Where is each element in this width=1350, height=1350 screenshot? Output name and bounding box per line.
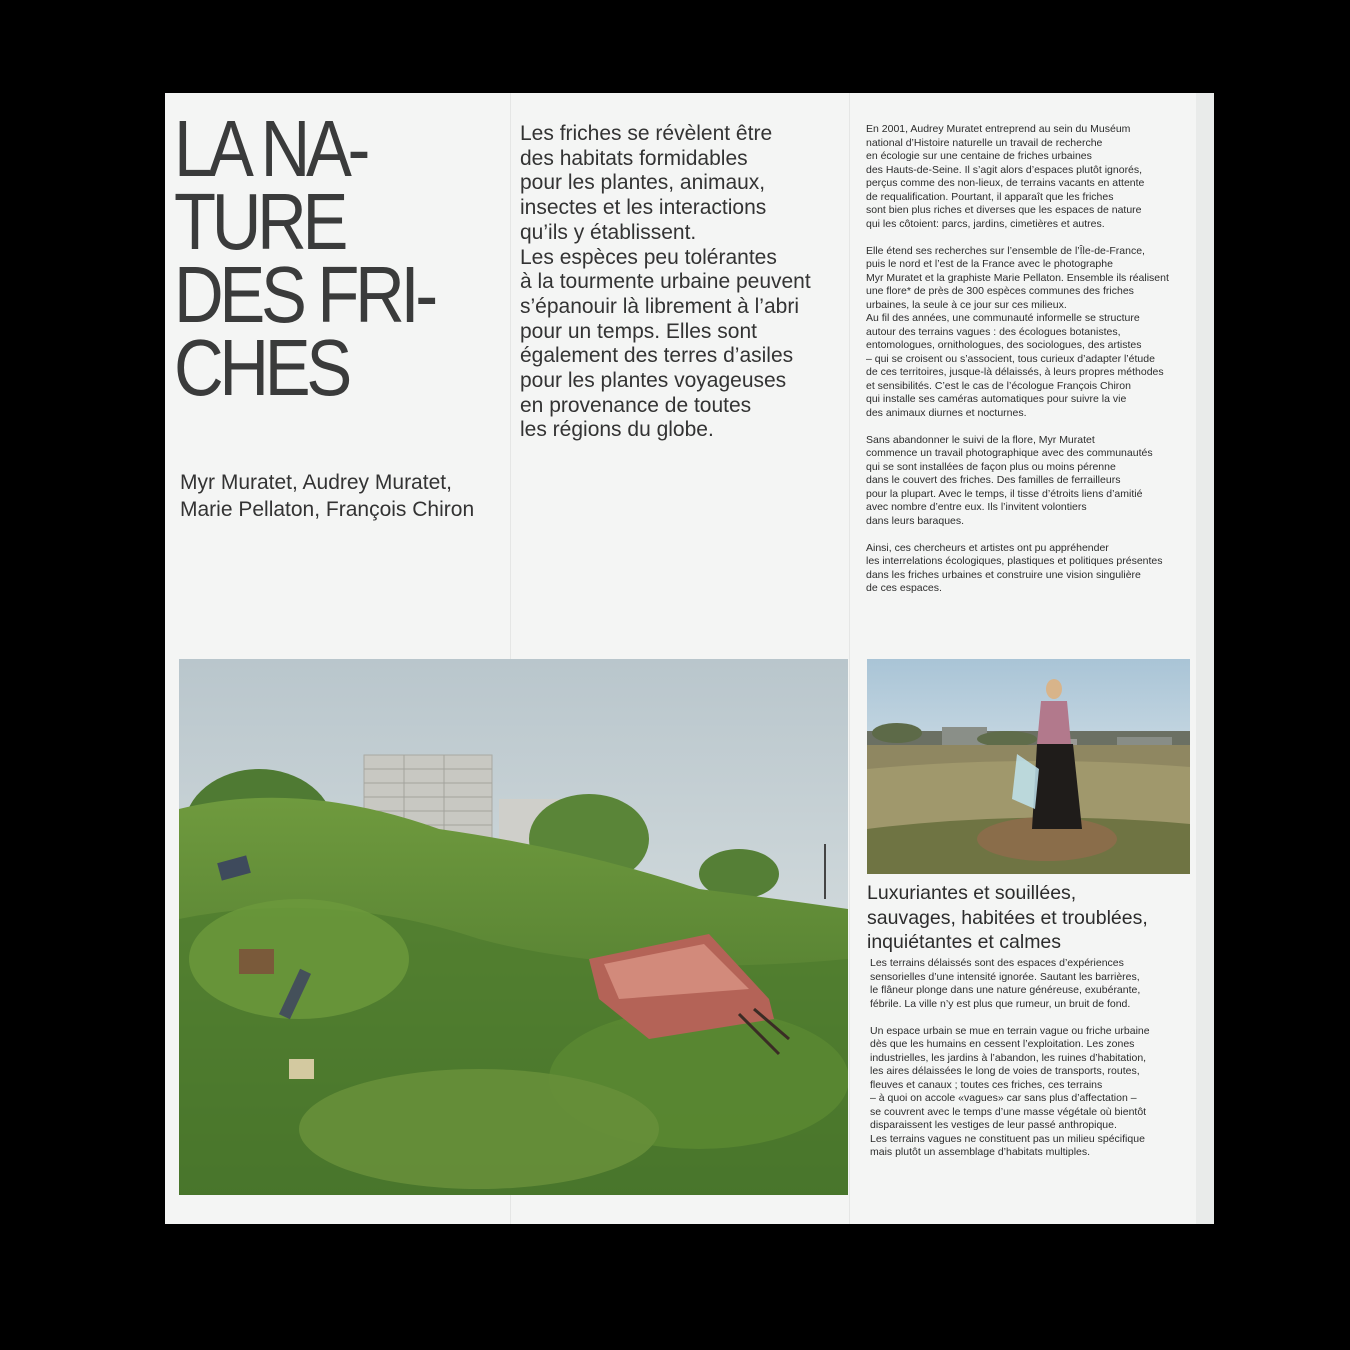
text-line: des Hauts-de-Seine. Il s’agit alors d’espaces plutôt ignorés, (866, 163, 1143, 176)
text-line: une flore* de près de 300 espèces communes des friches (866, 285, 1134, 297)
authors-line: Marie Pellaton, François Chiron (180, 498, 475, 521)
text-line: et sensibilités. C’est le cas de l’écologue François Chiron (866, 379, 1131, 392)
text-line: Au fil des années, une communauté informelle se structure (866, 312, 1140, 324)
lead-line: pour les plantes, animaux, (520, 171, 766, 195)
text-line: puis le nord et l’est de la France avec le photographe (866, 258, 1113, 270)
text-line: Sans abandonner le suivi de la flore, Myr Muratet (866, 433, 1095, 446)
field-portrait-photo-image (867, 659, 1190, 874)
subheading-line: sauvages, habitées et troublées, (867, 906, 1148, 929)
lead-line: en provenance de toutes (520, 393, 752, 417)
lead-line: qu’ils y établissent. (520, 220, 697, 244)
text-line: dans leurs baraques. (866, 514, 965, 527)
text-line: les aires délaissées le long de voies de transports, routes, (870, 1065, 1140, 1077)
authors (180, 469, 474, 523)
authors-line: Myr Muratet, Audrey Muratet, (180, 471, 452, 494)
section-subheading (867, 881, 1148, 955)
text-line: – qui se croisent ou s’associent, tous curieux d’adapter l’étude (866, 352, 1155, 365)
subheading-line: Luxuriantes et souillées, (867, 882, 1077, 904)
text-line: perçus comme des non-lieux, de terrains vacants en attente (866, 177, 1145, 189)
text-line: fleuves et canaux ; toutes ces friches, ces terrains (870, 1078, 1103, 1091)
text-line: en écologie sur une centaine de friches urbaines (866, 150, 1092, 162)
text-line: En 2001, Audrey Muratet entreprend au sein du Muséum (866, 123, 1131, 135)
lead-line: également des terres d’asiles (520, 344, 794, 368)
text-line: de ces territoires, jusque-là délaissés, à leurs propres méthodes (866, 366, 1164, 378)
text-line: dès que les humains en cessent l’exploitation. Les zones (870, 1038, 1135, 1050)
subheading-line: inquiétantes et calmes (867, 931, 1062, 953)
text-line: Ainsi, ces chercheurs et artistes ont pu appréhender (866, 541, 1109, 554)
text-line: – à quoi on accole «vagues» car sans plus d’affectation – (870, 1092, 1137, 1104)
text-line: avec nombre d’entre eux. Ils l’invitent volontiers (866, 501, 1087, 513)
text-line: urbaines, la seule à ce jour sur ces milieux. (866, 298, 1067, 311)
text-line: disparaissent les vestiges de leur passé anthropique. (870, 1119, 1117, 1131)
body-paragraph (870, 957, 1190, 1011)
text-line: Un espace urbain se mue en terrain vague ou friche urbaine (870, 1024, 1150, 1037)
lead-line: des habitats formidables (520, 146, 748, 170)
lead-line: pour un temps. Elles sont (520, 319, 757, 343)
intro-text (866, 123, 1196, 609)
lead-line: pour les plantes voyageuses (520, 369, 787, 393)
text-line: qui se sont installées de façon plus ou moins pérenne (866, 460, 1116, 473)
text-line: Les terrains délaissés sont des espaces d’expériences (870, 957, 1124, 969)
text-line: se couvrent avec le temps d’une masse végétale où bientôt (870, 1105, 1147, 1118)
text-line: Myr Muratet et la graphiste Marie Pellaton. Ensemble ils réalisent (866, 271, 1169, 284)
title-line: CHES (174, 323, 348, 412)
lead-line: Les espèces peu tolérantes (520, 245, 777, 269)
text-line: dans le couvert des friches. Des familles de ferrailleurs (866, 474, 1121, 486)
text-line: qui les côtoient: parcs, jardins, cimetières et autres. (866, 217, 1105, 230)
text-line: les interrelations écologiques, plastiques et politiques présentes (866, 555, 1163, 567)
text-line: de ces espaces. (866, 582, 942, 594)
lead-line: insectes et les interactions (520, 196, 767, 220)
intro-paragraph (866, 245, 1196, 421)
text-line: mais plutôt un assemblage d’habitats multiples. (870, 1146, 1091, 1158)
fold-line (849, 93, 850, 1224)
text-line: dans les friches urbaines et construire une vision singulière (866, 568, 1141, 581)
lead-line: s’épanouir là librement à l’abri (520, 294, 799, 318)
intro-paragraph (866, 542, 1196, 596)
body-paragraph (870, 1025, 1190, 1160)
title-line: DES FRI- (174, 250, 434, 339)
lead-paragraph (520, 122, 811, 443)
lead-line: les régions du globe. (520, 418, 714, 442)
text-line: pour la plupart. Avec le temps, il tisse d’étroits liens d’amitié (866, 487, 1143, 500)
text-line: sont bien plus riches et diverses que les espaces de nature (866, 204, 1142, 216)
text-line: le flâneur plonge dans une nature généreuse, exubérante, (870, 984, 1141, 996)
text-line: commence un travail photographique avec des communautés (866, 447, 1153, 459)
lead-line: à la tourmente urbaine peuvent (520, 270, 811, 294)
wasteland-photo-image (179, 659, 848, 1195)
intro-paragraph (866, 123, 1196, 231)
text-line: autour des terrains vagues : des écologues botanistes, (866, 325, 1121, 338)
text-line: Elle étend ses recherches sur l’ensemble de l’Île-de-France, (866, 244, 1145, 257)
text-line: industrielles, les jardins à l’abandon, les ruines d’habitation, (870, 1051, 1147, 1064)
text-line: fébrile. La ville n’y est plus que rumeur, un bruit de fond. (870, 997, 1131, 1010)
section-body-text (870, 957, 1190, 1173)
text-line: entomologues, ornithologues, des sociologues, des artistes (866, 339, 1142, 351)
field-portrait-photo (867, 659, 1190, 874)
title-line: LA NA- (174, 104, 367, 193)
text-line: de requalification. Pourtant, il apparaît que les friches (866, 190, 1114, 203)
text-line: qui installe ses caméras automatiques pour suivre la vie (866, 393, 1127, 405)
paper-flap (1196, 93, 1214, 1224)
text-line: sensorielles d’une intensité ignorée. Sautant les barrières, (870, 970, 1140, 983)
text-line: des animaux diurnes et nocturnes. (866, 406, 1027, 419)
intro-paragraph (866, 434, 1196, 529)
wasteland-photo (179, 659, 848, 1195)
text-line: Les terrains vagues ne constituent pas un milieu spécifique (870, 1132, 1145, 1145)
text-line: national d’Histoire naturelle un travail de recherche (866, 136, 1103, 149)
title-line: TURE (174, 177, 345, 266)
page-title (174, 104, 434, 412)
lead-line: Les friches se révèlent être (520, 122, 773, 145)
